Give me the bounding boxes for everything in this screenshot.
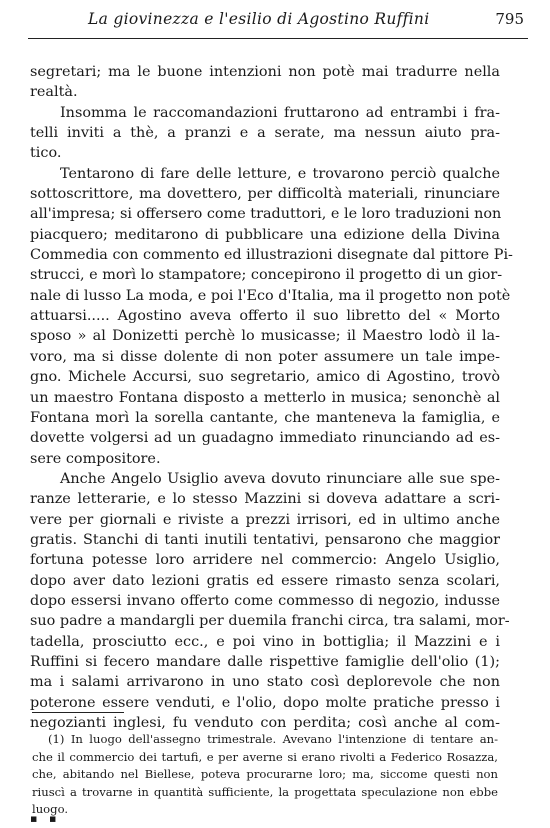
body-line: attuarsi..... Agostino aveva offerto il suo libretto del « Morto bbox=[30, 308, 500, 325]
footnote-separator bbox=[32, 712, 124, 713]
body-line: Anche Angelo Usiglio aveva dovuto rinunciare alle sue spe- bbox=[60, 470, 500, 487]
footnote-line: che il commercio dei tartufi, e per averne si erano rivolti a Federico Rosazza, bbox=[32, 749, 498, 764]
body-line: segretari; ma le buone intenzioni non potè mai tradurre nella bbox=[30, 64, 500, 80]
body-line: ranze letterarie, e lo stesso Mazzini si doveva adattare a scri- bbox=[30, 491, 500, 508]
footnote-line: che, abitando nel Biellese, poteva procurarne loro; ma, siccome questi non bbox=[32, 767, 498, 781]
body-line: all'impresa; si offersero come traduttori, e le loro traduzioni non bbox=[30, 206, 502, 223]
body-line: dovette volgersi ad un guadagno immediato rinunciando ad es- bbox=[30, 430, 500, 447]
body-line: telli inviti a thè, a pranzi e a serate, ma nessun aiuto pra- bbox=[30, 125, 500, 142]
body-line: sposo » al Donizetti perchè lo musicasse; il Maestro lodò il la- bbox=[30, 328, 500, 345]
body-line: Ruffini si fecero mandare dalle rispettive famiglie dell'olio (1); bbox=[30, 653, 500, 670]
page-number: 795 bbox=[495, 10, 524, 28]
body-line: piacquero; meditarono di pubblicare una edizione della Divina bbox=[30, 226, 500, 243]
body-line: voro, ma si disse dolente di non poter assumere un tale impe- bbox=[30, 348, 500, 365]
page-mark: ▪ ▪ bbox=[30, 812, 61, 825]
body-line: tadella, prosciutto ecc., e poi vino in bottiglia; il Mazzini e i bbox=[30, 633, 500, 650]
body-line: realtà. bbox=[30, 84, 78, 101]
body-line: dopo essersi invano offerto come commesso di negozio, indusse bbox=[30, 592, 500, 609]
body-line: un maestro Fontana disposto a metterlo in musica; senonchè al bbox=[30, 389, 500, 406]
footnotes bbox=[32, 731, 498, 819]
body-line: gratis. Stanchi di tanti inutili tentativi, pensarono che maggior bbox=[30, 531, 500, 548]
body-line: Insomma le raccomandazioni fruttarono ad entrambi i fra- bbox=[60, 104, 500, 121]
body-line: sere compositore. bbox=[30, 450, 161, 467]
body-line: Commedia con commento ed illustrazioni disegnate dal pittore Pi- bbox=[30, 247, 513, 264]
body-line: strucci, e morì lo stampatore; concepirono il progetto di un gior- bbox=[30, 267, 503, 284]
body-line: Fontana morì la sorella cantante, che manteneva la famiglia, e bbox=[30, 409, 500, 426]
body-line: fortuna potesse loro arridere nel commercio: Angelo Usiglio, bbox=[30, 552, 500, 569]
body-line: negozianti inglesi, fu venduto con perdita; così anche al com- bbox=[30, 715, 500, 731]
running-title: La giovinezza e l'esilio di Agostino Ruffini bbox=[88, 10, 430, 28]
body-line: dopo aver dato lezioni gratis ed essere rimasto senza scolari, bbox=[30, 572, 500, 589]
body-line: ma i salami arrivarono in uno stato così deplorevole che non bbox=[30, 674, 500, 691]
footnote-line: luogo. bbox=[32, 802, 69, 816]
body-line: tico. bbox=[30, 145, 62, 162]
body-line: suo padre a mandargli per duemila franchi circa, tra salami, mor- bbox=[30, 613, 510, 630]
body-text bbox=[30, 62, 513, 733]
running-header bbox=[28, 4, 528, 39]
body-line: vere per giornali e riviste a prezzi irrisori, ed in ultimo anche bbox=[30, 511, 500, 528]
body-line: sottoscrittore, ma dovettero, per difficoltà materiali, rinunciare bbox=[30, 186, 500, 203]
footnote-line: (1) In luogo dell'assegno trimestrale. Avevano l'intenzione di tentare an- bbox=[48, 732, 498, 746]
body-line: gno. Michele Accursi, suo segretario, amico di Agostino, trovò bbox=[30, 369, 500, 386]
body-line: poterone essere venduti, e l'olio, dopo molte pratiche presso i bbox=[30, 694, 500, 711]
body-line: nale di lusso La moda, e poi l'Eco d'Italia, ma il progetto non potè bbox=[30, 287, 511, 304]
footnote-line: riuscì a trovarne in quantità sufficiente, la progettata speculazione non ebbe bbox=[32, 784, 498, 799]
body-line: Tentarono di fare delle letture, e trovarono perciò qualche bbox=[60, 165, 500, 182]
